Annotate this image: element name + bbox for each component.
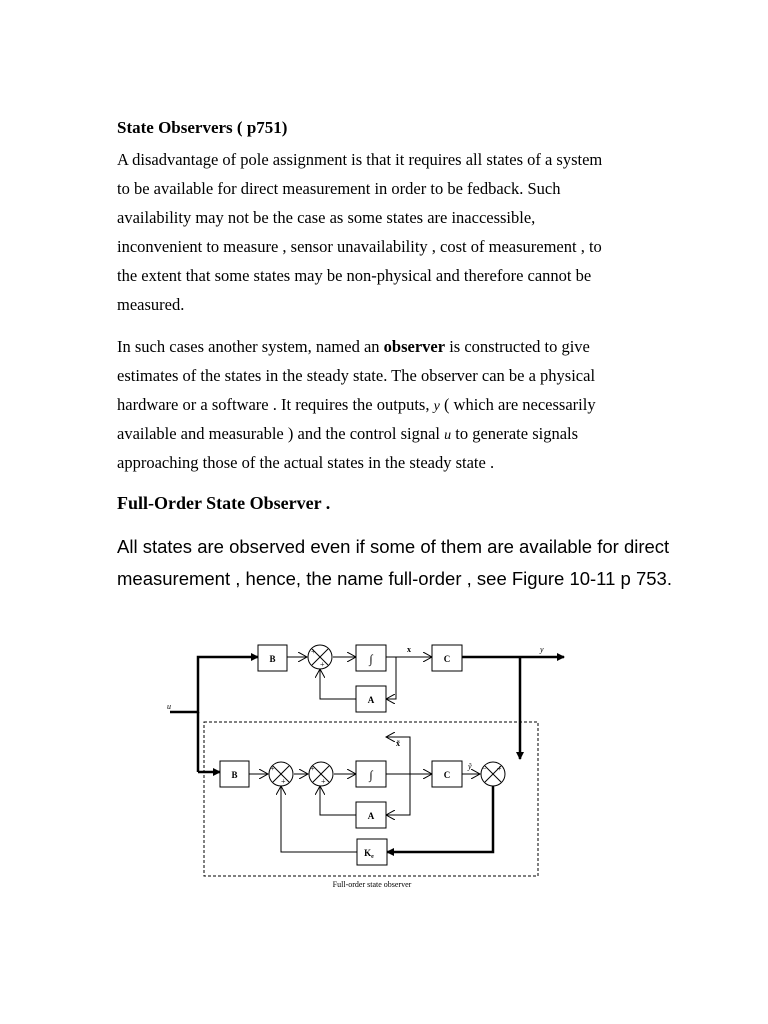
observer-gain-Ke	[357, 839, 387, 865]
output-variable: y	[433, 399, 440, 414]
svg-text:+: +	[320, 660, 325, 669]
svg-text:A: A	[367, 695, 375, 705]
plant-signal-lines	[170, 657, 564, 772]
intro-line: measurement , hence, the name full-order , see Figure 10-11 p 753.	[117, 568, 672, 589]
plant-block-B	[258, 645, 287, 671]
svg-text:∫: ∫	[369, 768, 373, 782]
svg-text:+: +	[321, 777, 326, 786]
svg-text:−: −	[482, 764, 487, 773]
observer-summing-junction-1	[269, 762, 293, 786]
text-line: measured.	[117, 295, 185, 314]
svg-text:+: +	[281, 777, 286, 786]
svg-text:C: C	[443, 654, 451, 664]
observer-integrator	[356, 761, 386, 787]
text-run: ( which are necessarily	[439, 395, 596, 414]
output-error-junction	[481, 762, 505, 786]
svg-text:B: B	[231, 770, 238, 780]
text-line: estimates of the states in the steady state. The observer can be a physical	[117, 366, 596, 385]
observer-block-A	[356, 802, 386, 828]
svg-text:+: +	[270, 764, 275, 773]
plant-summing-junction	[308, 645, 332, 669]
observer-block-B	[220, 761, 249, 787]
text-line: to be available for direct measurement in order to be fedback. Such	[117, 179, 561, 198]
state-x-label: x	[407, 645, 411, 654]
text-line: A disadvantage of pole assignment is that it requires all states of a system	[117, 150, 603, 169]
observer-block-C	[432, 761, 462, 787]
observer-term: observer	[383, 337, 446, 356]
text-run: hardware or a software . It requires the outputs,	[117, 395, 434, 414]
text-run: In such cases another system, named an	[117, 337, 384, 356]
output-y-label: y	[540, 645, 544, 654]
text-run: is constructed to give	[445, 337, 590, 356]
svg-text:A: A	[367, 811, 375, 821]
input-u-label: u	[167, 702, 171, 711]
control-variable: u	[444, 428, 452, 443]
subsection-heading: Full-Order State Observer .	[117, 493, 331, 513]
observer-summing-junction-2	[309, 762, 333, 786]
svg-text:Ke: $K_e$	[364, 848, 374, 860]
section-heading: State Observers ( p751)	[117, 118, 288, 137]
svg-text:∫: ∫	[369, 652, 373, 666]
svg-text:B: B	[269, 654, 276, 664]
svg-text:+: +	[497, 764, 502, 773]
plant-block-A	[356, 686, 386, 712]
diagram-caption: Full-order state observer	[332, 880, 412, 889]
svg-text:C: C	[443, 770, 451, 780]
text-line: the extent that some states may be non-physical and therefore cannot be	[117, 266, 592, 285]
svg-text:+: +	[310, 764, 315, 773]
text-line: inconvenient to measure , sensor unavailability , cost of measurement , to	[117, 237, 602, 256]
text-run: to generate signals	[451, 424, 579, 443]
text-run: available and measurable ) and the control signal	[117, 424, 445, 443]
intro-line: All states are observed even if some of them are available for direct	[117, 536, 670, 557]
text-line: availability may not be the case as some states are inaccessible,	[117, 208, 536, 227]
observer-signal-lines	[249, 737, 493, 852]
state-estimate-label: x̃	[396, 739, 400, 748]
text-line: approaching those of the actual states in the steady state .	[117, 453, 495, 472]
svg-text:+: +	[311, 647, 316, 656]
plant-block-C	[432, 645, 462, 671]
plant-integrator	[356, 645, 386, 671]
output-estimate-label: ỹ	[468, 762, 472, 771]
